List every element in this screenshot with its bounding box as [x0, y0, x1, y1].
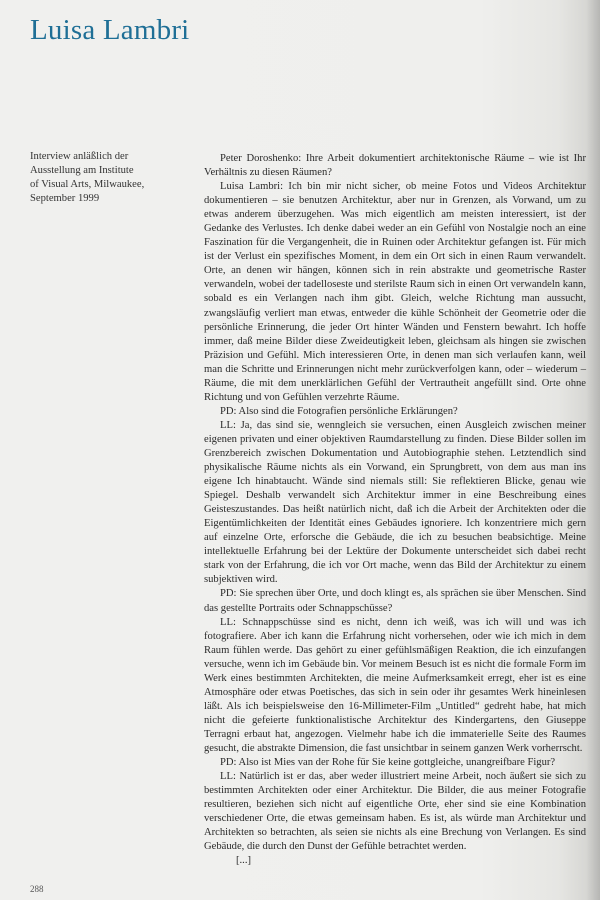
sidebar-caption-line: Ausstellung am Institute: [30, 165, 134, 177]
interview-body: [204, 152, 586, 868]
page-number: 288: [30, 884, 44, 894]
sidebar-caption-line: September 1999: [30, 193, 100, 205]
page-title: Luisa Lambri: [30, 14, 190, 46]
sidebar-caption-line: Interview anläßlich der: [30, 151, 129, 162]
page-gutter-shadow: [586, 0, 600, 900]
interview-paragraph: Peter Doroshenko: Ihre Arbeit dokumentiert architektonische Räume – wie ist Ihr Verhältnis zu diesen Räumen?: [204, 153, 586, 179]
interview-paragraph: LL: Schnappschüsse sind es nicht, denn ich weiß, was ich will und was ich fotografiere. Aber ich kann die Erfahrung nicht vorhersehen, oder wie ich mich in dem Raum fühlen werde. Das gehört zu einer gefühlsmäßigen Reaktion, die ich einzufangen versuche, wenn ich im Gebäude bin. Vor meinem Besuch ist es nicht die formale Form im Werk eines bestimmten Architekten, die meine Aufmerksamkeit erregt, eher ist es eine Atmosphäre oder etwas Poetisches, das sich in sein oder ihr gesamtes Werk hineinlesen läßt. Als ich beispielsweise den 16-Millimeter-Film „Untitled“ gedreht habe, hat mich nicht die gefeierte funktionalistische Architektur des Kindergartens, den Giuseppe Terragni erbaut hat, angezogen. Vielmehr habe ich die immaterielle Seite des Raumes gesucht, die abstrakte Dimension, die fast unsichtbar in seinem ganzen Werk vorherrscht.: [204, 616, 586, 754]
interview-paragraph: PD: Also sind die Fotografien persönliche Erklärungen?: [220, 405, 458, 417]
ellipsis-marker: [...]: [236, 855, 252, 867]
interview-paragraph: PD: Also ist Mies van der Rohe für Sie keine gottgleiche, unangreifbare Figur?: [220, 757, 556, 769]
interview-paragraph: PD: Sie sprechen über Orte, und doch klingt es, als sprächen sie über Menschen. Sind das gestellte Portraits oder Schnappschüsse?: [204, 588, 586, 614]
interview-paragraph: LL: Ja, das sind sie, wenngleich sie versuchen, einen Ausgleich zwischen meiner eigenen privaten und einer objektiven Raumdarstellung zu finden. Diese Bilder sollen im Grenzbereich zwischen Dokumentation und Autobiographie stehen. Letztendlich sind physikalische Räume nichts als ein Vorwand, ein Sprungbrett, von dem aus man ins eigene Ich hinabtaucht. Wände sind niemals still: Sie reflektieren Blicke, genau wie Spiegel. Deshalb verwandelt sich Architektur immer in eine Beschreibung eines Geisteszustandes. Das heißt natürlich nicht, daß ich die Arbeit der Architekten oder die Eigentümlichkeiten der Identität eines Gebäudes ignoriere. Ich konzentriere mich gern auf einzelne Orte, erforsche die Gebäude, die ich zu besuchen beabsichtige. Meine intellektuelle Erfahrung bei der Lektüre der Dokumente unterscheidet sich dabei recht stark von der Erfahrung, die ich vor Ort mache, wenn das Bild der Architektur zu einem subjektiven wird.: [204, 419, 586, 586]
interview-paragraph: Luisa Lambri: Ich bin mir nicht sicher, ob meine Fotos und Videos Architektur dokumentieren – sie benutzen Architektur, aber nur in Grenzen, als Vorwand, um zu etwas anderem überzugehen. Was mich eigentlich am meisten interessiert, ist der Gedanke des Verlustes. Ich denke dabei weder an ein Gefühl von Nostalgie noch an eine Faszination für die Vergangenheit, die in Ruinen oder Architektur gefangen ist. Für mich ist der Verlust ein spezifisches Moment, in dem ein Ort sich in einen Raum verwandelt. Orte, an denen wir hängen, können sich in rein abstrakte und geometrische Raster verwandeln, wobei der tadelloseste und sterilste Raum sich in einen Ort verwandeln kann, sobald es ein Verlangen nach ihm gibt. Gleich, welche Richtung man aussucht, zwangsläufig verliert man etwas, entweder die kühle Schönheit der Geometrie oder die persönliche Erinnerung, die jeder Ort hinter Wänden und Fenstern bewahrt. Ich hoffe immer, daß meine Bilder diese Zweideutigkeit leben, gleichsam als hingen sie zwischen Präzision und Gefühl. Mich interessieren Orte, in denen man sich verlaufen kann, weil man die Schritte und Erinnerungen nicht mehr zurückverfolgen kann, oder – wiederum – Räume, die mit dem unerklärlichen Gefühl der Vertrautheit angefüllt sind. Orte ohne Richtung und von Gefühlen verzehrte Räume.: [204, 181, 586, 403]
sidebar-caption: [30, 150, 195, 206]
sidebar-caption-line: of Visual Arts, Milwaukee,: [30, 179, 145, 191]
interview-paragraph: LL: Natürlich ist er das, aber weder illustriert meine Arbeit, noch äußert sie sich zu bestimmten Architekten oder einer Architektur. Die Bilder, die aus meiner Fotografie resultieren, beziehen sich nicht auf eigentliche Orte, eher sind sie eine Kombination verschiedener Orte, die etwas gemeinsam haben. Es ist, als würde man Architektur und Architekten so betrachten, als seien sie nichts als eine Brechung von Verlangen. Es sind Gebäude, die durch den Dunst der Gefühle betrachtet werden.: [204, 771, 586, 853]
